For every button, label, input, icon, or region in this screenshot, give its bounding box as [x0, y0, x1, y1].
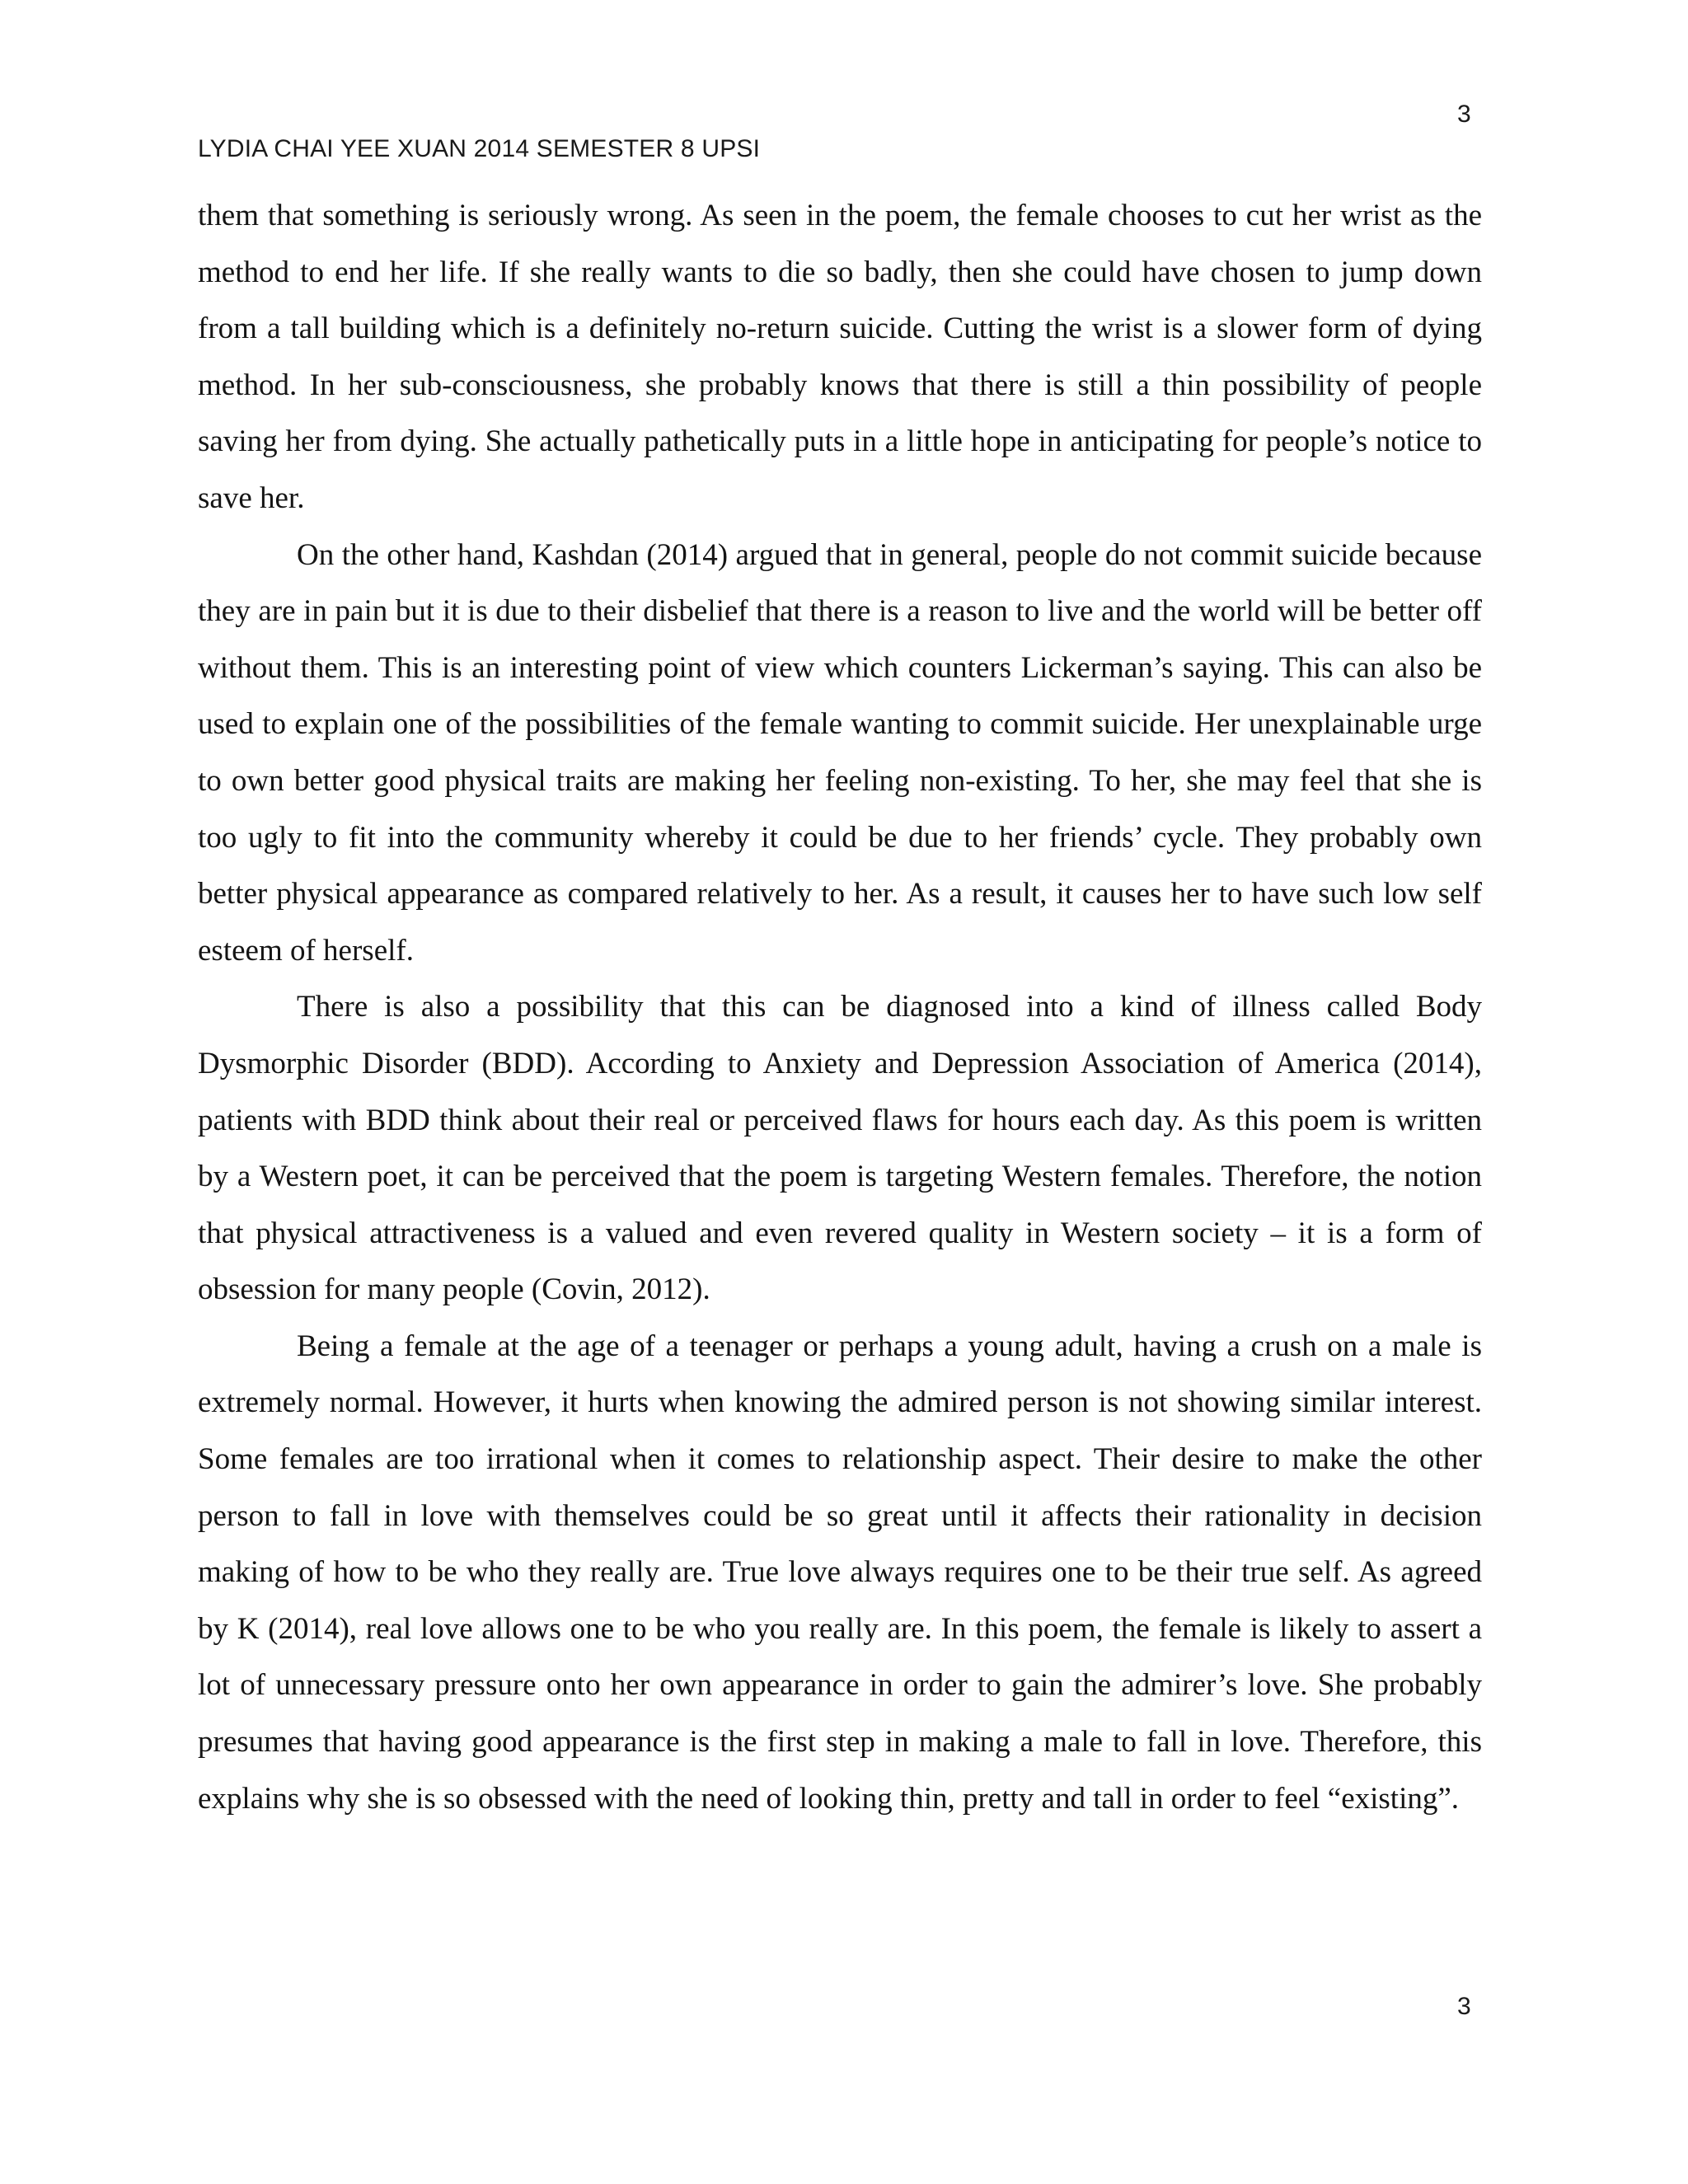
paragraph-3: There is also a possibility that this can be diagnosed into a kind of illness called Body Dysmorphic Disorder (BDD). According to Anxiety and Depression Association of America (2014), patients with BDD think about their real or perceived flaws for hours each day. As this poem is written by a Western poet, it can be perceived that the poem is targeting Western females. Therefore, the notion that physical attractiveness is a valued and even revered quality in Western society – it is a form of obsession for many people (Covin, 2012). — [198, 990, 1482, 1307]
page-number-bottom: 3 — [1457, 1993, 1471, 2020]
running-header: LYDIA CHAI YEE XUAN 2014 SEMESTER 8 UPSI — [198, 135, 761, 162]
page-number-top: 3 — [1457, 101, 1471, 128]
body-text — [198, 188, 1482, 1827]
paragraph-4: Being a female at the age of a teenager or perhaps a young adult, having a crush on a male is extremely normal. However, it hurts when knowing the admired person is not showing similar interest. Some females are too irrational when it comes to relationship aspect. Their desire to make the other person to fall in love with themselves could be so great until it affects their rationality in decision making of how to be who they really are. True love always requires one to be their true self. As agreed by K (2014), real love allows one to be who you really are. In this poem, the female is likely to assert a lot of unnecessary pressure onto her own appearance in order to gain the admirer’s love. She probably presumes that having good appearance is the first step in making a male to fall in love. Therefore, this explains why she is so obsessed with the need of looking thin, pretty and tall in order to feel “existing”. — [198, 1329, 1482, 1816]
paragraph-1: them that something is seriously wrong. As seen in the poem, the female chooses to cut her wrist as the method to end her life. If she really wants to die so badly, then she could have chosen to jump down from a tall building which is a definitely no-return suicide. Cutting the wrist is a slower form of dying method. In her sub-consciousness, she probably knows that there is still a thin possibility of people saving her from dying. She actually pathetically puts in a little hope in anticipating for people’s notice to save her. — [198, 199, 1482, 515]
paragraph-2: On the other hand, Kashdan (2014) argued that in general, people do not commit suicide because they are in pain but it is due to their disbelief that there is a reason to live and the world will be better off without them. This is an interesting point of view which counters Lickerman’s saying. This can also be used to explain one of the possibilities of the female wanting to commit suicide. Her unexplainable urge to own better good physical traits are making her feeling non-existing. To her, she may feel that she is too ugly to fit into the community whereby it could be due to her friends’ cycle. They probably own better physical appearance as compared relatively to her. As a result, it causes her to have such low self esteem of herself. — [198, 537, 1482, 968]
